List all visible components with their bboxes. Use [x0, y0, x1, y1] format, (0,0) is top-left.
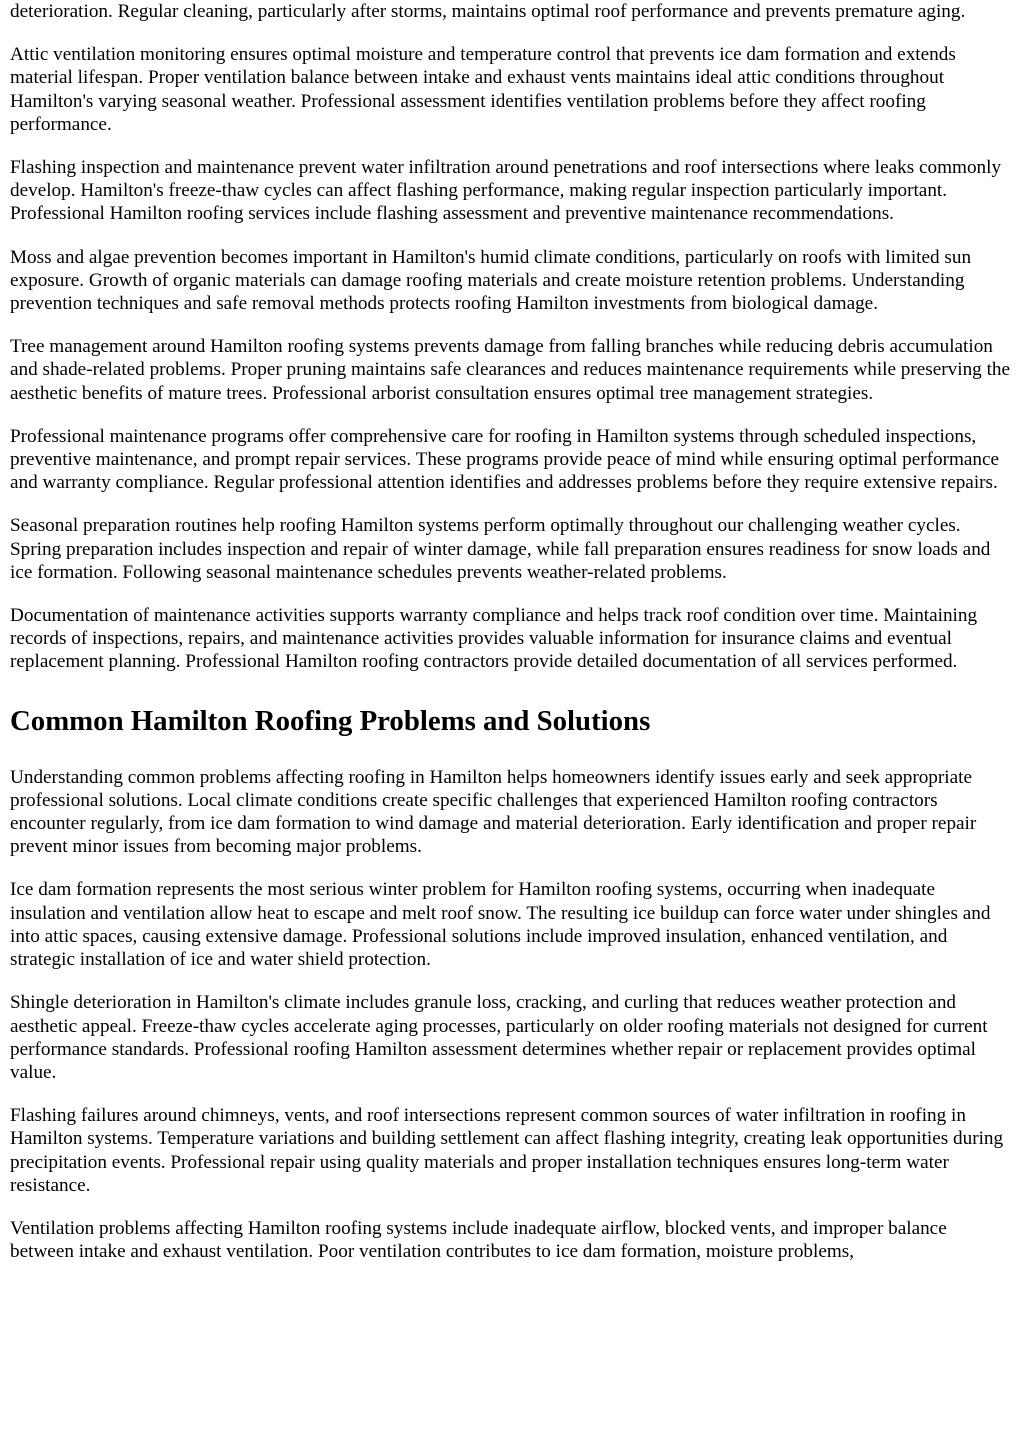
paragraph-maintenance-programs: Professional maintenance programs offer comprehensive care for roofing in Hamilton systems through scheduled inspections, preventive maintenance, and prompt repair services. These programs provide peace of mind while ensuring optimal performance and warranty compliance. Regular professional attention identifies and addresses problems before they require extensive repairs. — [10, 425, 1000, 494]
paragraph-flashing-inspection: Flashing inspection and maintenance prevent water infiltration around penetrations and roof intersections where leaks commonly develop. Hamilton's freeze-thaw cycles can affect flashing performance, making regular inspection particularly important. Professional Hamilton roofing services include flashing assessment and preventive maintenance recommendations. — [10, 157, 1002, 225]
section-heading: Common Hamilton Roofing Problems and Solutions — [10, 704, 651, 737]
paragraph-tree-management: Tree management around Hamilton roofing systems prevents damage from falling branches while reducing debris accumulation and shade-related problems. Proper pruning maintains safe clearances and reduces maintenance requirements while preserving the aesthetic benefits of mature trees. Professional arborist consultation ensures optimal tree management strategies. — [10, 336, 1011, 404]
paragraph-moss-algae: Moss and algae prevention becomes important in Hamilton's humid climate conditions, particularly on roofs with limited sun exposure. Growth of organic materials can damage roofing materials and create moisture retention problems. Understanding prevention techniques and safe removal methods protects roofing Hamilton investments from biological damage. — [10, 246, 972, 315]
paragraph-ice-dam: Ice dam formation represents the most serious winter problem for Hamilton roofing systems, occurring when inadequate insulation and ventilation allow heat to escape and melt roof snow. The resulting ice buildup can force water under shingles and into attic spaces, causing extensive damage. Professional solutions include improved insulation, enhanced ventilation, and strategic installation of ice and water shield protection. — [10, 879, 991, 971]
paragraph-documentation: Documentation of maintenance activities supports warranty compliance and helps track roof condition over time. Maintaining records of inspections, repairs, and maintenance activities provides valuable information for insurance claims and eventual replacement planning. Professional Hamilton roofing contractors provide detailed documentation of all services performed. — [10, 605, 978, 673]
paragraph-ventilation-problems: Ventilation problems affecting Hamilton roofing systems include inadequate airflow, blocked vents, and improper balance between intake and exhaust ventilation. Poor ventilation contributes to ice dam formation, moisture problems, — [10, 1217, 947, 1263]
paragraph-attic-ventilation: Attic ventilation monitoring ensures optimal moisture and temperature control that prevents ice dam formation and extends material lifespan. Proper ventilation balance between intake and exhaust vents maintains ideal attic conditions throughout Hamilton's varying seasonal weather. Professional assessment identifies ventilation problems before they affect roofing performance. — [10, 44, 956, 135]
paragraph-cleaning-continued: deterioration. Regular cleaning, particularly after storms, maintains optimal roof performance and prevents premature aging. — [10, 1, 966, 22]
paragraph-shingle-deterioration: Shingle deterioration in Hamilton's climate includes granule loss, cracking, and curling that reduces weather protection and aesthetic appeal. Freeze-thaw cycles accelerate aging processes, particularly on older roofing materials not designed for current performance standards. Professional roofing Hamilton assessment determines whether repair or replacement provides optimal value. — [10, 992, 988, 1083]
problems-section — [10, 704, 1014, 1264]
paragraph-flashing-failures: Flashing failures around chimneys, vents, and roof intersections represent common sources of water infiltration in roofing in Hamilton systems. Temperature variations and building settlement can affect flashing integrity, creating leak opportunities during precipitation events. Professional repair using quality materials and proper installation techniques ensures long-term water resistance. — [10, 1105, 1004, 1196]
paragraph-seasonal-preparation: Seasonal preparation routines help roofing Hamilton systems perform optimally throughout our challenging weather cycles. Spring preparation includes inspection and repair of winter damage, while fall preparation ensures readiness for snow loads and ice formation. Following seasonal maintenance schedules prevents weather-related problems. — [10, 515, 991, 583]
paragraph-intro: Understanding common problems affecting roofing in Hamilton helps homeowners identify issues early and seek appropriate professional solutions. Local climate conditions create specific challenges that experienced Hamilton roofing contractors encounter regularly, from ice dam formation to wind damage and material deterioration. Early identification and proper repair prevent minor issues from becoming major problems. — [10, 766, 977, 858]
maintenance-section — [10, 0, 1014, 674]
